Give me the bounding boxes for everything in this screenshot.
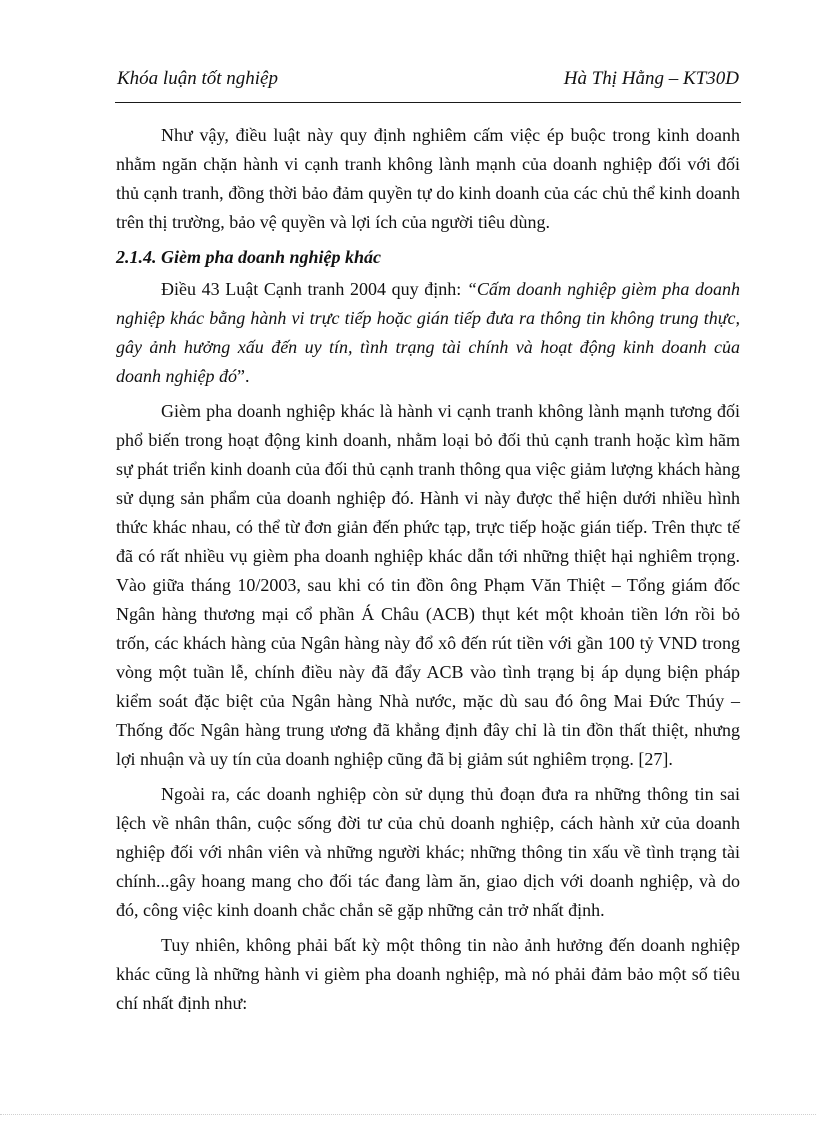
quote-end: ”.: [237, 366, 250, 386]
page-bottom-border: [0, 1114, 816, 1115]
section-heading: 2.1.4. Gièm pha doanh nghiệp khác: [116, 247, 382, 267]
page-header: [115, 66, 741, 103]
paragraph-explanation: Gièm pha doanh nghiệp khác là hành vi cạnh tranh không lành mạnh tương đối phổ biến trong hoạt động kinh doanh, nhằm loại bỏ đối thủ cạnh tranh hoặc kìm hãm sự phát triển kinh doanh của đối thủ cạnh tranh thông qua việc giảm lượng khách hàng sử dụng sản phẩm của doanh nghiệp đó. Hành vi này được thể hiện dưới nhiều hình thức khác nhau, có thể từ đơn giản đến phức tạp, trực tiếp hoặc gián tiếp. Trên thực tế đã có rất nhiều vụ gièm pha doanh nghiệp khác dẫn tới những thiệt hại nghiêm trọng. Vào giữa tháng 10/2003, sau khi có tin đồn ông Phạm Văn Thiệt – Tổng giám đốc Ngân hàng thương mại cổ phần Á Châu (ACB) thụt két một khoản tiền lớn rồi bỏ trốn, các khách hàng của Ngân hàng này đổ xô đến rút tiền với gần 100 tỷ VND trong vòng một tuần lễ, chính điều này đã đẩy ACB vào tình trạng bị áp dụng biện pháp kiểm soát đặc biệt của Ngân hàng Nhà nước, mặc dù sau đó ông Mai Đức Thúy – Thống đốc Ngân hàng trung ương đã khẳng định đây chỉ là tin đồn thất thiệt, nhưng lợi nhuận và uy tín của doanh nghiệp cũng đã bị giảm sút nghiêm trọng. [27].: [116, 401, 740, 769]
paragraph-quote: [116, 275, 740, 391]
paragraph-other-tactics: Ngoài ra, các doanh nghiệp còn sử dụng thủ đoạn đưa ra những thông tin sai lệch về nhân thân, cuộc sống đời tư của chủ doanh nghiệp, cách hành xử của doanh nghiệp đối với nhân viên và những người khác; những thông tin xấu về tình trạng tài chính...gây hoang mang cho đối tác đang làm ăn, giao dịch với doanh nghiệp, và do đó, công việc kinh doanh chắc chắn sẽ gặp những cản trở nhất định.: [116, 784, 740, 920]
header-document-type: Khóa luận tốt nghiệp: [117, 68, 278, 89]
paragraph-conclusion: Như vậy, điều luật này quy định nghiêm cấm việc ép buộc trong kinh doanh nhằm ngăn chặn hành vi cạnh tranh không lành mạnh của doanh nghiệp đối với đối thủ cạnh tranh, đồng thời bảo đảm quyền tự do kinh doanh của các chủ thể kinh doanh trên thị trường, bảo vệ quyền và lợi ích của người tiêu dùng.: [116, 125, 740, 232]
paragraph-criteria-intro: Tuy nhiên, không phải bất kỳ một thông tin nào ảnh hưởng đến doanh nghiệp khác cũng là những hành vi gièm pha doanh nghiệp, mà nó phải đảm bảo một số tiêu chí nhất định như:: [116, 935, 740, 1013]
quote-lead: Điều 43 Luật Cạnh tranh 2004 quy định:: [161, 279, 467, 299]
page-body: [116, 121, 740, 1024]
quote-body: “Cấm doanh nghiệp gièm pha doanh nghiệp khác bằng hành vi trực tiếp hoặc gián tiếp đưa ra thông tin không trung thực, gây ảnh hưởng xấu đến uy tín, tình trạng tài chính và hoạt động kinh doanh của doanh nghiệp đó: [116, 279, 740, 386]
header-author: Hà Thị Hằng – KT30D: [563, 68, 739, 89]
